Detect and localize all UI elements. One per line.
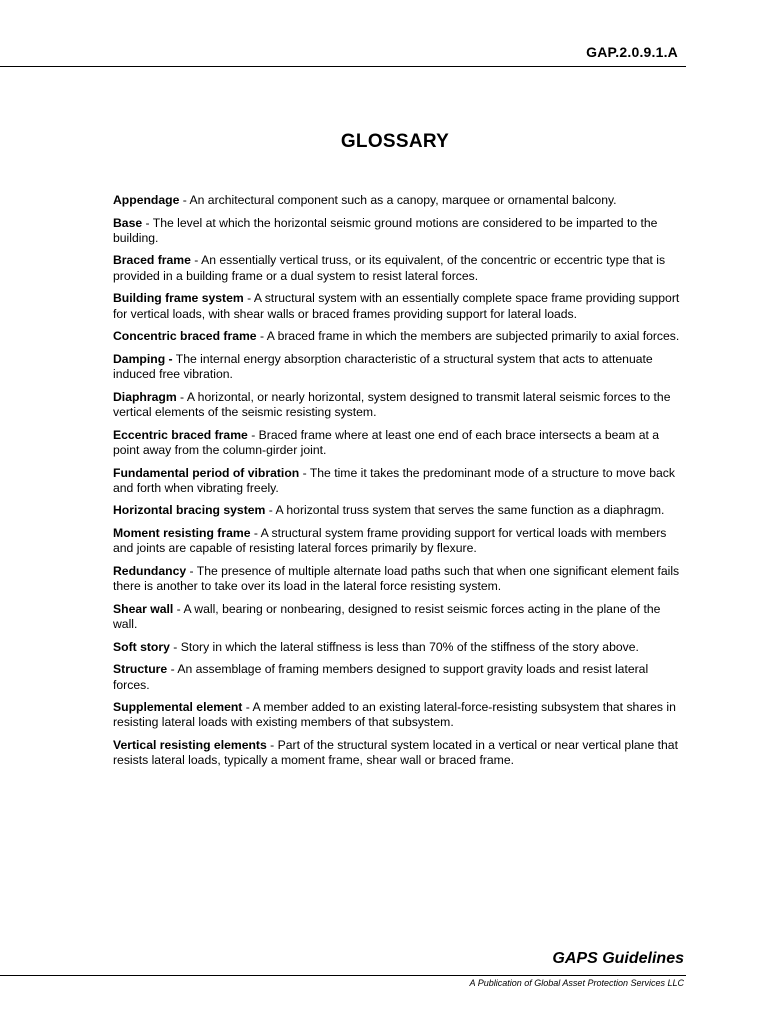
glossary-definition: - Part of the structural system located in a vertical or near vertical plane that resists lateral loads, typically a moment frame, shear wall or braced frame. (113, 738, 678, 768)
glossary-definition: - A horizontal, or nearly horizontal, system designed to transmit lateral seismic forces to the vertical elements of the seismic resisting system. (113, 389, 671, 420)
glossary-definition: - Braced frame where at least one end of each brace intersects a beam at a point away from the column-girder joint. (113, 427, 660, 457)
glossary-entry-supplemental-element (113, 700, 683, 731)
glossary-definition: - The level at which the horizontal seismic ground motions are considered to be imparted to the building. (113, 215, 658, 245)
footer-divider (0, 975, 686, 976)
glossary-definition: - A structural system frame providing support for vertical loads with members and joints are capable of resisting lateral forces primarily by flexure. (113, 526, 667, 556)
glossary-entry-redundancy (113, 564, 683, 595)
glossary-entry-soft-story (113, 640, 683, 655)
glossary-definition: - A horizontal truss system that serves the same function as a diaphragm. (265, 503, 665, 518)
glossary-entry-base (113, 216, 683, 247)
glossary-term: Supplemental element (113, 700, 243, 715)
glossary-term: Fundamental period of vibration (113, 465, 300, 480)
glossary-definition: - The time it takes the predominant mode of a structure to move back and forth when vibrating freely. (113, 465, 675, 495)
footer-publisher: A Publication of Global Asset Protection Services LLC (469, 978, 684, 988)
glossary-entry-eccentric-braced-frame (113, 428, 683, 459)
glossary-definition: - A structural system with an essentially complete space frame providing support for vertical loads, with shear walls or braced frames providing support for lateral loads. (113, 291, 680, 321)
glossary-term: Damping - (113, 351, 173, 366)
glossary-entry-structure (113, 662, 683, 693)
glossary-term: Eccentric braced frame (113, 427, 248, 442)
glossary-term: Structure (113, 662, 168, 677)
glossary-entry-concentric-braced-frame (113, 329, 683, 344)
glossary-definition: - An essentially vertical truss, or its equivalent, of the concentric or eccentric type that is provided in a building frame or a dual system to resist lateral forces. (113, 253, 666, 283)
glossary-definition: - Story in which the lateral stiffness is less than 70% of the stiffness of the story above. (169, 639, 639, 654)
header-divider (0, 66, 686, 67)
glossary-term: Shear wall (113, 601, 174, 616)
glossary-term: Soft story (113, 639, 170, 654)
glossary-term: Base (113, 215, 143, 230)
glossary-definition: - A wall, bearing or nonbearing, designed to resist seismic forces acting in the plane of the wall. (113, 601, 661, 632)
glossary-entry-diaphragm (113, 390, 683, 421)
document-code: GAP.2.0.9.1.A (586, 44, 678, 60)
glossary-entry-building-frame-system (113, 291, 683, 322)
glossary-entry-fundamental-period (113, 466, 683, 497)
glossary-definition: - The presence of multiple alternate load paths such that when one significant element fails there is another to take over its load in the lateral force resisting system. (113, 563, 680, 594)
glossary-term: Vertical resisting elements (113, 738, 267, 753)
glossary-term: Diaphragm (113, 389, 177, 404)
glossary-definition: - A member added to an existing lateral-force-resisting subsystem that shares in resisting lateral loads with existing members of that subsystem. (113, 700, 676, 730)
glossary-entry-appendage (113, 193, 683, 208)
glossary-term: Horizontal bracing system (113, 503, 266, 518)
glossary-entry-vertical-resisting-elements (113, 738, 683, 769)
glossary-term: Redundancy (113, 563, 187, 578)
footer-title: GAPS Guidelines (552, 950, 684, 967)
glossary-list (113, 193, 683, 776)
glossary-definition: - A braced frame in which the members are subjected primarily to axial forces. (256, 329, 680, 344)
page-title: GLOSSARY (340, 131, 450, 152)
glossary-term: Appendage (113, 193, 180, 207)
glossary-definition: The internal energy absorption characteristic of a structural system that acts to attenuate induced free vibration. (113, 351, 653, 382)
glossary-term: Concentric braced frame (113, 329, 257, 344)
glossary-entry-shear-wall (113, 602, 683, 633)
glossary-term: Building frame system (113, 291, 244, 306)
glossary-definition: - An assemblage of framing members designed to support gravity loads and resist lateral forces. (113, 662, 649, 692)
glossary-term: Moment resisting frame (113, 526, 251, 541)
glossary-term: Braced frame (113, 253, 191, 268)
glossary-entry-moment-resisting-frame (113, 526, 683, 557)
glossary-entry-damping (113, 352, 683, 383)
glossary-entry-horizontal-bracing-system (113, 503, 683, 518)
glossary-definition: - An architectural component such as a canopy, marquee or ornamental balcony. (179, 193, 617, 207)
glossary-entry-braced-frame (113, 253, 683, 284)
